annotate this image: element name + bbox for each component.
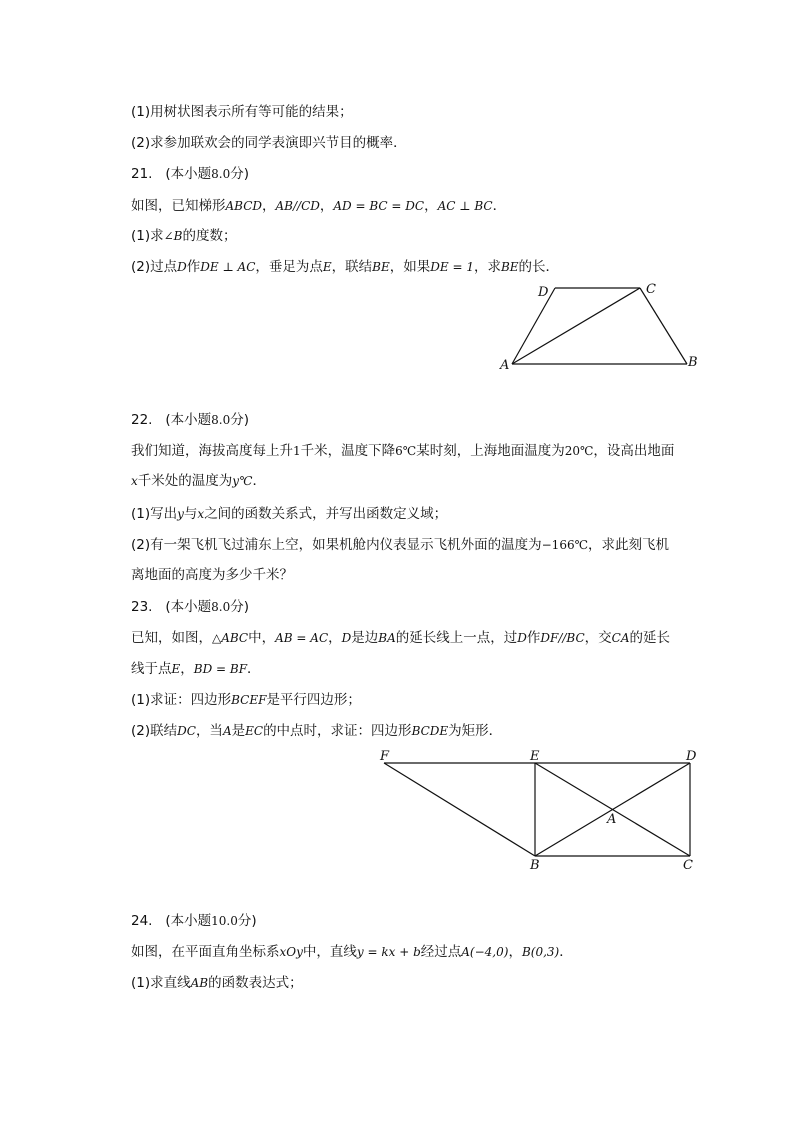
q24-header: 24. (本小题10.0分) bbox=[131, 913, 257, 929]
q24-part1: (1)求直线AB的函数表达式； bbox=[131, 975, 303, 991]
label-b: B bbox=[530, 858, 540, 873]
q23-part2: (2)联结DC，当A是EC的中点时，求证：四边形BCDE为矩形． bbox=[131, 723, 503, 739]
q22-line1: 我们知道，海拔高度每上升1千米，温度下降6℃某时刻，上海地面温度为20℃，设高出地面 bbox=[131, 443, 675, 459]
q22-header: 22. (本小题8.0分) bbox=[131, 412, 250, 428]
question-number: 23. bbox=[131, 599, 153, 615]
q20-part2: (2)求参加联欢会的同学表演即兴节目的概率． bbox=[131, 135, 407, 151]
label-c: C bbox=[646, 282, 656, 297]
q22-part1: (1)写出y与x之间的函数关系式，并写出函数定义域； bbox=[131, 506, 448, 522]
q23-part1: (1)求证：四边形BCEF是平行四边形； bbox=[131, 692, 361, 708]
label-a: A bbox=[500, 358, 510, 373]
q23-line2: 线于点E，BD = BF． bbox=[131, 661, 261, 677]
q24-line1: 如图，在平面直角坐标系xOy中，直线y = kx + b经过点A(−4,0)，B(0,3)． bbox=[131, 944, 573, 960]
question-number: 21. bbox=[131, 166, 153, 182]
segment-fb bbox=[384, 763, 535, 856]
label-d: D bbox=[686, 749, 697, 764]
q22-part2: (2)有一架飞机飞过浦东上空，如果机舱内仪表显示飞机外面的温度为−166℃，求此刻飞机 bbox=[131, 537, 670, 553]
q20-part1: (1)用树状图表示所有等可能的结果； bbox=[131, 104, 353, 120]
q23-line1: 已知，如图，△ABC中，AB = AC，D是边BA的延长线上一点，过D作DF//BC，交CA的延长 bbox=[131, 630, 670, 646]
label-a: A bbox=[607, 812, 617, 827]
label-e: E bbox=[530, 749, 540, 764]
question-number: 22. bbox=[131, 412, 153, 428]
label-c: C bbox=[683, 858, 693, 873]
q23-header: 23. (本小题8.0分) bbox=[131, 599, 250, 615]
label-f: F bbox=[380, 749, 390, 764]
label-b: B bbox=[688, 355, 698, 370]
q21-part1: (1)求∠B的度数； bbox=[131, 228, 237, 244]
q21-stem: 如图，已知梯形ABCD，AB//CD，AD = BC = DC，AC ⊥ BC． bbox=[131, 198, 507, 214]
q22-line2: x千米处的温度为y℃． bbox=[131, 473, 266, 489]
label-d: D bbox=[538, 285, 549, 300]
question-number: 24. bbox=[131, 913, 153, 929]
q21-part2: (2)过点D作DE ⊥ AC，垂足为点E，联结BE，如果DE = 1，求BE的长． bbox=[131, 259, 560, 275]
q22-part2-cont: 离地面的高度为多少千米？ bbox=[131, 567, 293, 583]
q21-header: 21. (本小题8.0分) bbox=[131, 166, 250, 182]
